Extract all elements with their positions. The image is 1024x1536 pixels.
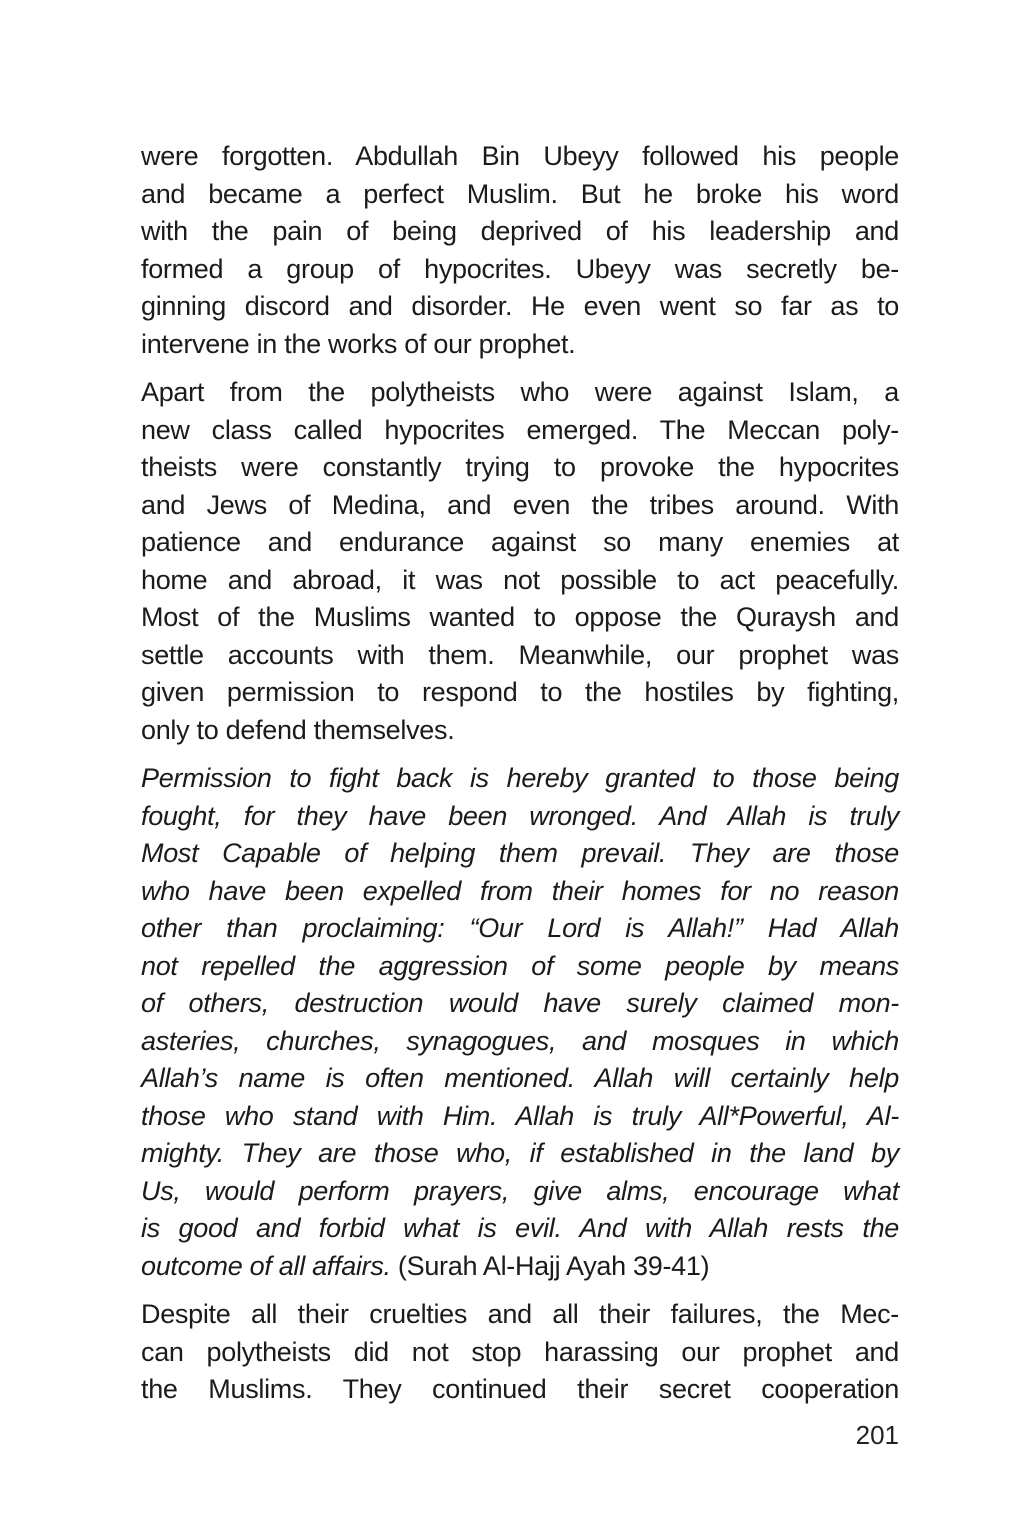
text-line: who have been expelled from their homes for no reason bbox=[141, 875, 899, 906]
text-line: Despite all their cruelties and all their failures, the Mec- bbox=[141, 1299, 899, 1329]
text-line: fought, for they have been wronged. And Allah is truly bbox=[141, 800, 899, 831]
body-paragraph bbox=[141, 138, 899, 363]
text-line bbox=[141, 1248, 899, 1286]
text-line: ginning discord and disorder. He even went so far as to bbox=[141, 291, 899, 321]
text-block bbox=[141, 138, 899, 1450]
text-line: settle accounts with them. Meanwhile, our prophet was bbox=[141, 639, 899, 670]
text-line: new class called hypocrites emerged. The Meccan poly- bbox=[141, 414, 899, 445]
text-line: intervene in the works of our prophet. bbox=[141, 328, 576, 359]
text-line: not repelled the aggression of some people by means bbox=[141, 950, 899, 981]
body-paragraph bbox=[141, 374, 899, 749]
text-line: and Jews of Medina, and even the tribes around. With bbox=[141, 489, 899, 520]
text-line: only to defend themselves. bbox=[141, 714, 455, 745]
text-line: Us, would perform prayers, give alms, encourage what bbox=[141, 1175, 899, 1206]
text-line: home and abroad, it was not possible to act peacefully. bbox=[141, 564, 899, 595]
text-line: mighty. They are those who, if established in the land by bbox=[141, 1138, 899, 1168]
text-line: theists were constantly trying to provoke the hypocrites bbox=[141, 452, 899, 482]
text-line: can polytheists did not stop harassing our prophet and bbox=[141, 1336, 899, 1367]
page-number: 201 bbox=[855, 1419, 899, 1450]
text-line: those who stand with Him. Allah is truly All*Powerful, Al- bbox=[141, 1100, 899, 1131]
text-line: asteries, churches, synagogues, and mosques in which bbox=[141, 1025, 899, 1056]
text-line: Most Capable of helping them prevail. They are those bbox=[141, 838, 899, 868]
text-line: is good and forbid what is evil. And with Allah rests the bbox=[141, 1213, 899, 1243]
text-line: and became a perfect Muslim. But he broke his word bbox=[141, 178, 899, 209]
text-line: Allah’s name is often mentioned. Allah will certainly help bbox=[141, 1063, 899, 1093]
text-line: given permission to respond to the hostiles by fighting, bbox=[141, 677, 899, 707]
body-paragraph bbox=[141, 1296, 899, 1409]
citation-text: (Surah Al-Hajj Ayah 39-41) bbox=[397, 1250, 710, 1281]
text-line: other than proclaiming: “Our Lord is Allah!” Had Allah bbox=[141, 913, 899, 943]
paragraphs-container bbox=[141, 138, 899, 1409]
text-line: formed a group of hypocrites. Ubeyy was secretly be- bbox=[141, 253, 899, 284]
text-line: Permission to fight back is hereby granted to those being bbox=[141, 763, 899, 793]
text-line: the Muslims. They continued their secret cooperation bbox=[141, 1374, 899, 1404]
text-line: with the pain of being deprived of his leadership and bbox=[141, 216, 899, 246]
text-line: of others, destruction would have surely claimed mon- bbox=[141, 988, 899, 1018]
text-line: Apart from the polytheists who were against Islam, a bbox=[141, 377, 899, 407]
quote-text: outcome of all affairs. bbox=[141, 1250, 398, 1281]
quote-paragraph bbox=[141, 760, 899, 1285]
text-line: patience and endurance against so many enemies at bbox=[141, 527, 899, 557]
text-line: were forgotten. Abdullah Bin Ubeyy followed his people bbox=[141, 141, 899, 171]
text-line: Most of the Muslims wanted to oppose the Quraysh and bbox=[141, 602, 899, 632]
